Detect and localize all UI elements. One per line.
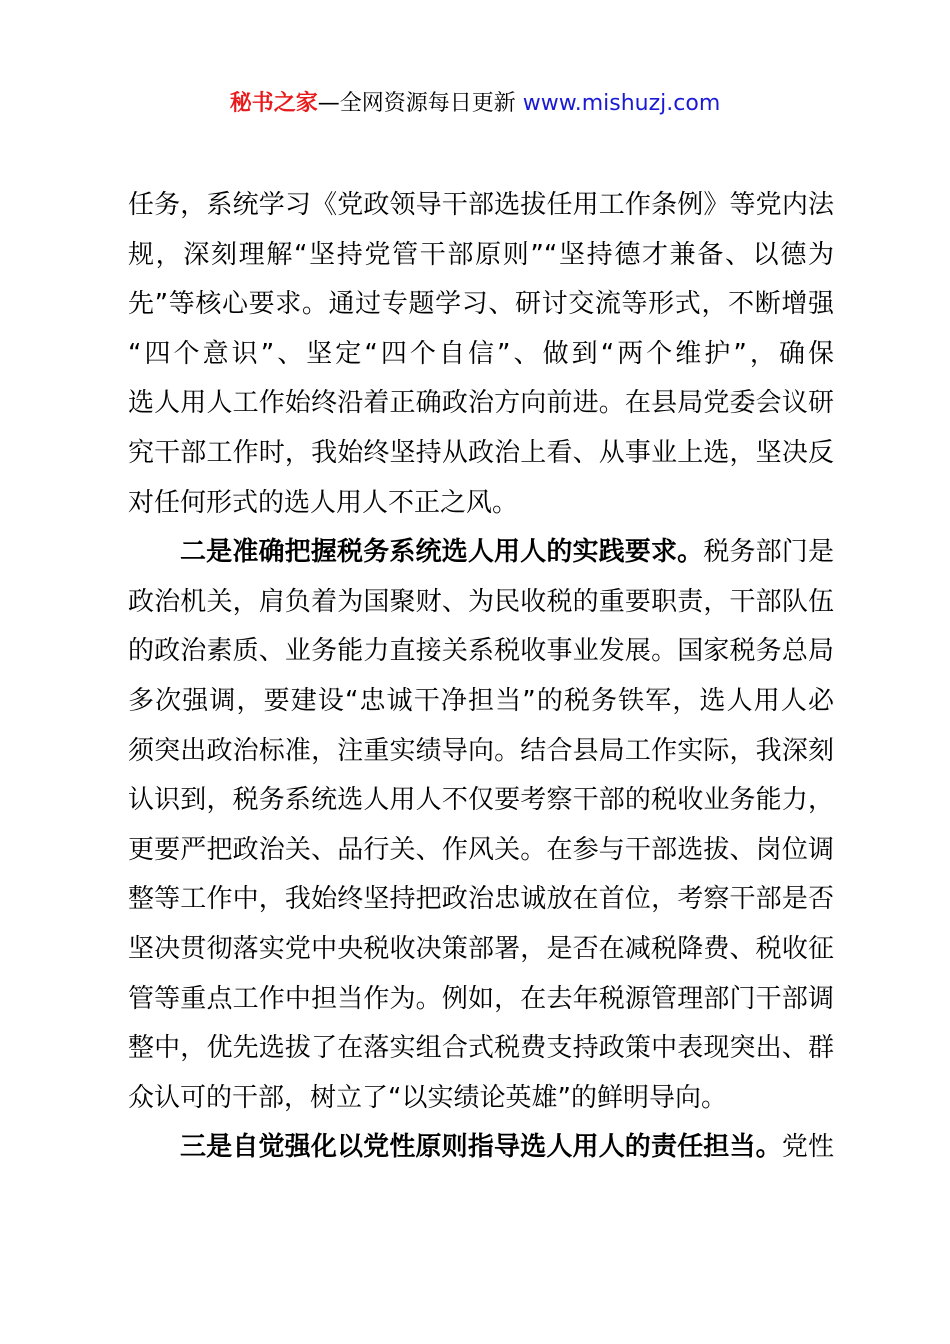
text-line: 须突出政治标准，注重实绩导向。结合县局工作实际，我深刻 — [128, 735, 834, 766]
text-line: 认识到，税务系统选人用人不仅要考察干部的税收业务能力， — [128, 785, 834, 816]
text-line: 管等重点工作中担当作为。例如，在去年税源管理部门干部调 — [128, 983, 834, 1014]
section-heading-line: 三是自觉强化以党性原则指导选人用人的责任担当。党性 — [180, 1132, 834, 1163]
text-line: 任务，系统学习《党政领导干部选拔任用工作条例》等党内法 — [128, 190, 834, 220]
text-line: 政治机关，肩负着为国聚财、为民收税的重要职责，干部队伍 — [128, 586, 834, 617]
text-line: 的政治素质、业务能力直接关系税收事业发展。国家税务总局 — [128, 636, 834, 667]
document-body — [128, 181, 834, 1173]
text-line: 规，深刻理解“坚持党管干部原则”“坚持德才兼备、以德为 — [128, 239, 834, 270]
text-line: 众认可的干部，树立了“以实绩论英雄”的鲜明导向。 — [128, 1082, 727, 1113]
text-line: 对任何形式的选人用人不正之风。 — [128, 487, 519, 518]
text-line: 坚决贯彻落实党中央税收决策部署，是否在减税降费、税收征 — [128, 933, 834, 964]
text-line: “四个意识”、坚定“四个自信”、做到“两个维护”，确保 — [128, 338, 834, 369]
text-line: 先”等核心要求。通过专题学习、研讨交流等形式，不断增强 — [128, 289, 834, 320]
text-line: 整等工作中，我始终坚持把政治忠诚放在首位，考察干部是否 — [128, 884, 834, 915]
section-heading: 三是自觉强化以党性原则指导选人用人的责任担当。 — [180, 1132, 782, 1163]
text-line: 究干部工作时，我始终坚持从政治上看、从事业上选，坚决反 — [128, 437, 834, 468]
text-line: 选人用人工作始终沿着正确政治方向前进。在县局党委会议研 — [128, 388, 834, 419]
section-heading-line: 二是准确把握税务系统选人用人的实践要求。税务部门是 — [180, 537, 834, 568]
site-tagline: —全网资源每日更新 — [317, 91, 516, 116]
text-line: 整中，优先选拔了在落实组合式税费支持政策中表现突出、群 — [128, 1033, 834, 1064]
text-line: 多次强调，要建设“忠诚干净担当”的税务铁军，选人用人必 — [128, 685, 834, 716]
site-brand: 秘书之家 — [229, 91, 318, 116]
site-url-link[interactable]: www.mishuzj.com — [522, 91, 721, 116]
text-line: 更要严把政治关、品行关、作风关。在参与干部选拔、岗位调 — [128, 834, 834, 865]
section-heading: 二是准确把握税务系统选人用人的实践要求。 — [180, 537, 704, 568]
site-header — [0, 86, 950, 122]
